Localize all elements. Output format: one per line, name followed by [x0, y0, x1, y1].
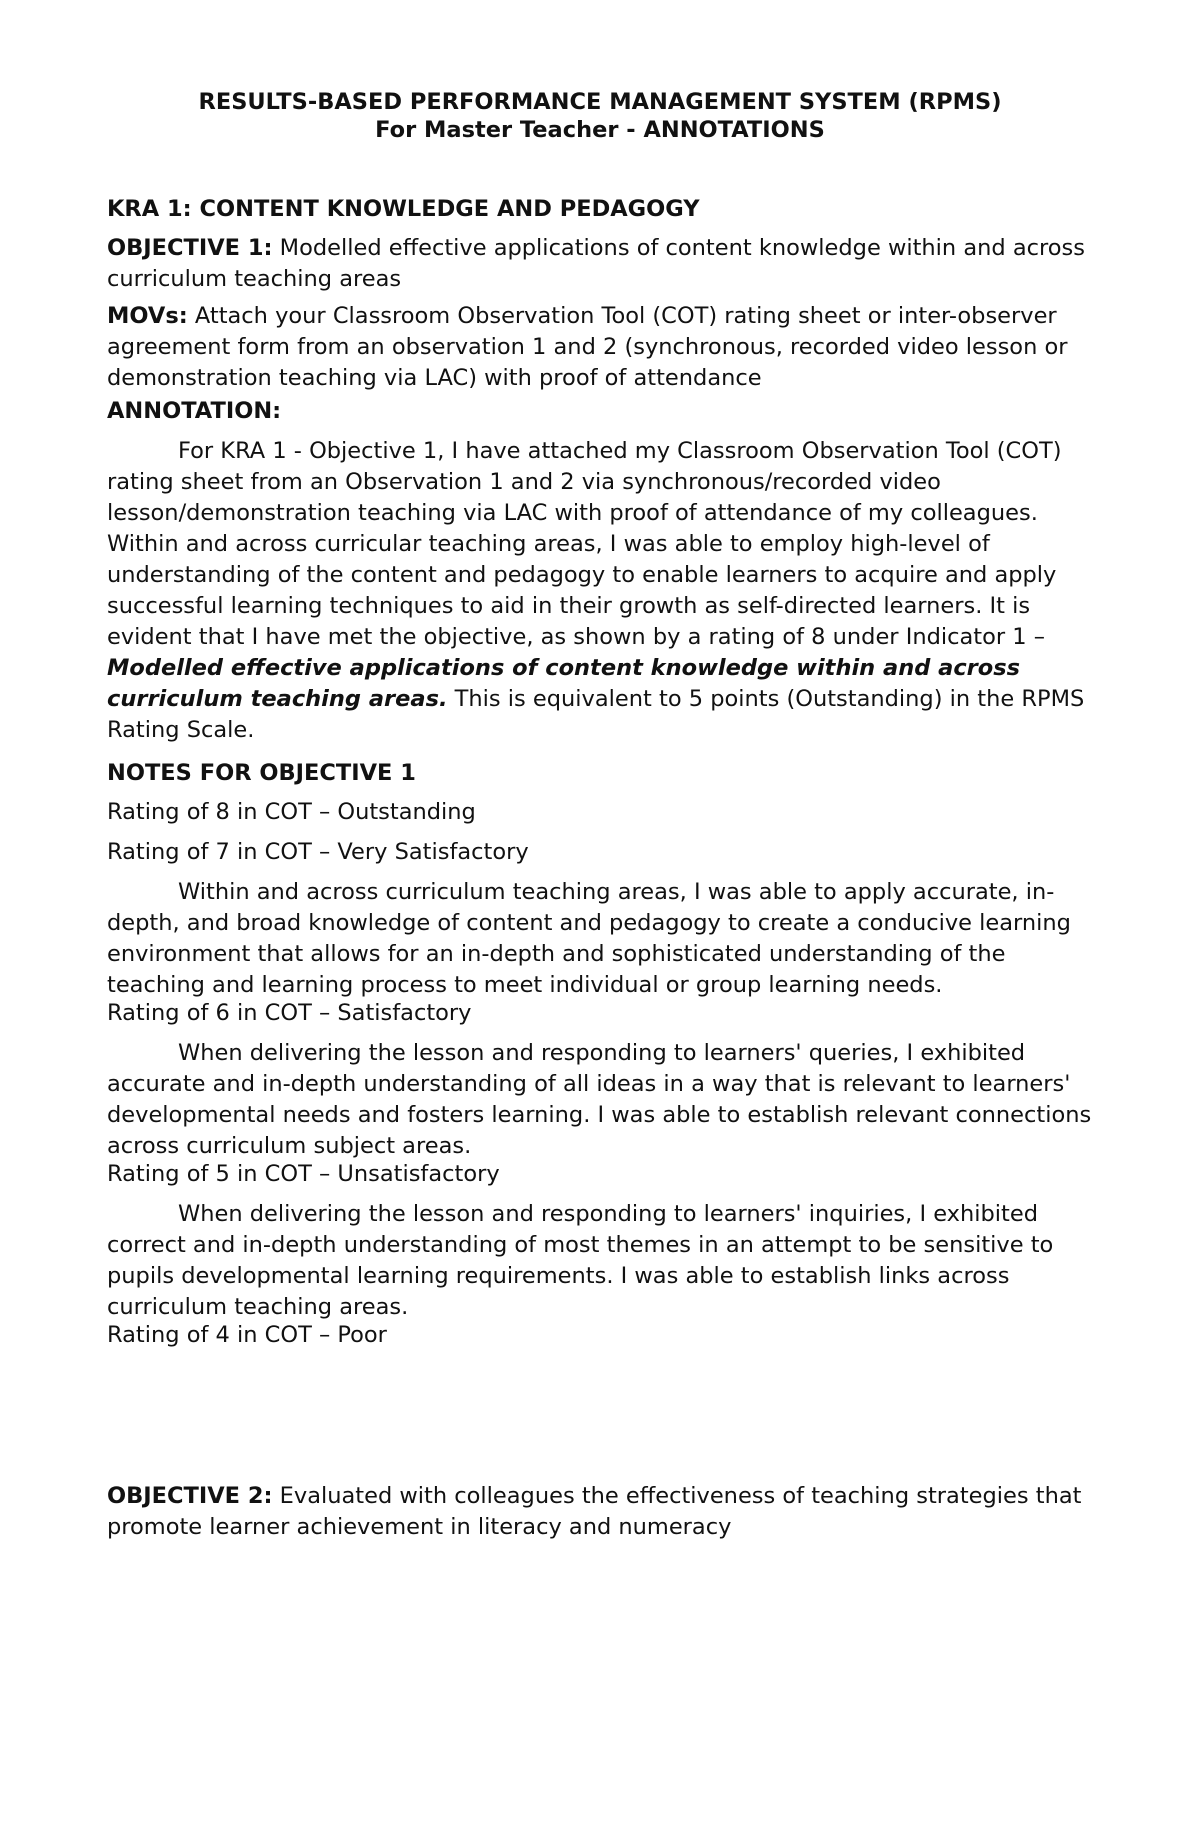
objective-1-label: OBJECTIVE 1:	[107, 235, 273, 261]
rating-4-heading: Rating of 4 in COT – Poor	[107, 1322, 387, 1348]
annotation-emphasis: Modelled effective applications of content knowledge within and across curriculum teaching areas.	[107, 655, 1021, 712]
rating-5-heading: Rating of 5 in COT – Unsatisfactory	[107, 1161, 500, 1187]
objective-1	[107, 233, 1107, 295]
rating-7-description: Within and across curriculum teaching areas, I was able to apply accurate, in-depth, and broad knowledge of content and pedagogy to create a conducive learning environment that allows for an in-depth and sophisticated understanding of the teaching and learning process to meet individual or group learning needs.	[107, 879, 1071, 998]
kra-heading: KRA 1: CONTENT KNOWLEDGE AND PEDAGOGY	[107, 196, 700, 222]
document-title: RESULTS-BASED PERFORMANCE MANAGEMENT SYSTEM (RPMS)	[198, 89, 1002, 115]
objective-2-text: Evaluated with colleagues the effectiveness of teaching strategies that promote learner achievement in literacy and numeracy	[107, 1483, 1082, 1540]
movs-text: Attach your Classroom Observation Tool (COT) rating sheet or inter-observer agreement form from an observation 1 and 2 (synchronous, recorded video lesson or demonstration teaching via LAC) with proof of attendance	[107, 303, 1068, 391]
rating-6-heading: Rating of 6 in COT – Satisfactory	[107, 1000, 472, 1026]
objective-2-label: OBJECTIVE 2:	[107, 1483, 273, 1509]
annotation-text-part2: This is equivalent to 5 points (Outstanding) in the RPMS Rating Scale.	[107, 686, 1085, 743]
movs-label: MOVs:	[107, 303, 188, 329]
movs	[107, 301, 1107, 394]
rating-6-description: When delivering the lesson and responding to learners' queries, I exhibited accurate and in-depth understanding of all ideas in a way that is relevant to learners' developmental needs and fosters learning. I was able to establish relevant connections across curriculum subject areas.	[107, 1040, 1092, 1159]
rating-5-description: When delivering the lesson and responding to learners' inquiries, I exhibited correct and in-depth understanding of most themes in an attempt to be sensitive to pupils developmental learning requirements. I was able to establish links across curriculum teaching areas.	[107, 1201, 1054, 1320]
objective-1-text: Modelled effective applications of content knowledge within and across curriculum teaching areas	[107, 235, 1085, 292]
rating-8-heading: Rating of 8 in COT – Outstanding	[107, 799, 476, 825]
notes-heading: NOTES FOR OBJECTIVE 1	[107, 760, 416, 786]
rating-7-heading: Rating of 7 in COT – Very Satisfactory	[107, 839, 529, 865]
annotation-paragraph	[107, 436, 1107, 746]
annotation-heading: ANNOTATION:	[107, 398, 282, 424]
annotation-text-part1: For KRA 1 - Objective 1, I have attached my Classroom Observation Tool (COT) rating sheet from an Observation 1 and 2 via synchronous/recorded video lesson/demonstration teaching via LAC with proof of attendance of my colleagues. Within and across curricular teaching areas, I was able to employ high-level of understanding of the content and pedagogy to enable learners to acquire and apply successful learning techniques to aid in their growth as self-directed learners. It is evident that I have met the objective, as shown by a rating of 8 under Indicator 1 –	[107, 438, 1062, 650]
document-subtitle: For Master Teacher - ANNOTATIONS	[375, 117, 825, 143]
objective-2	[107, 1481, 1107, 1543]
